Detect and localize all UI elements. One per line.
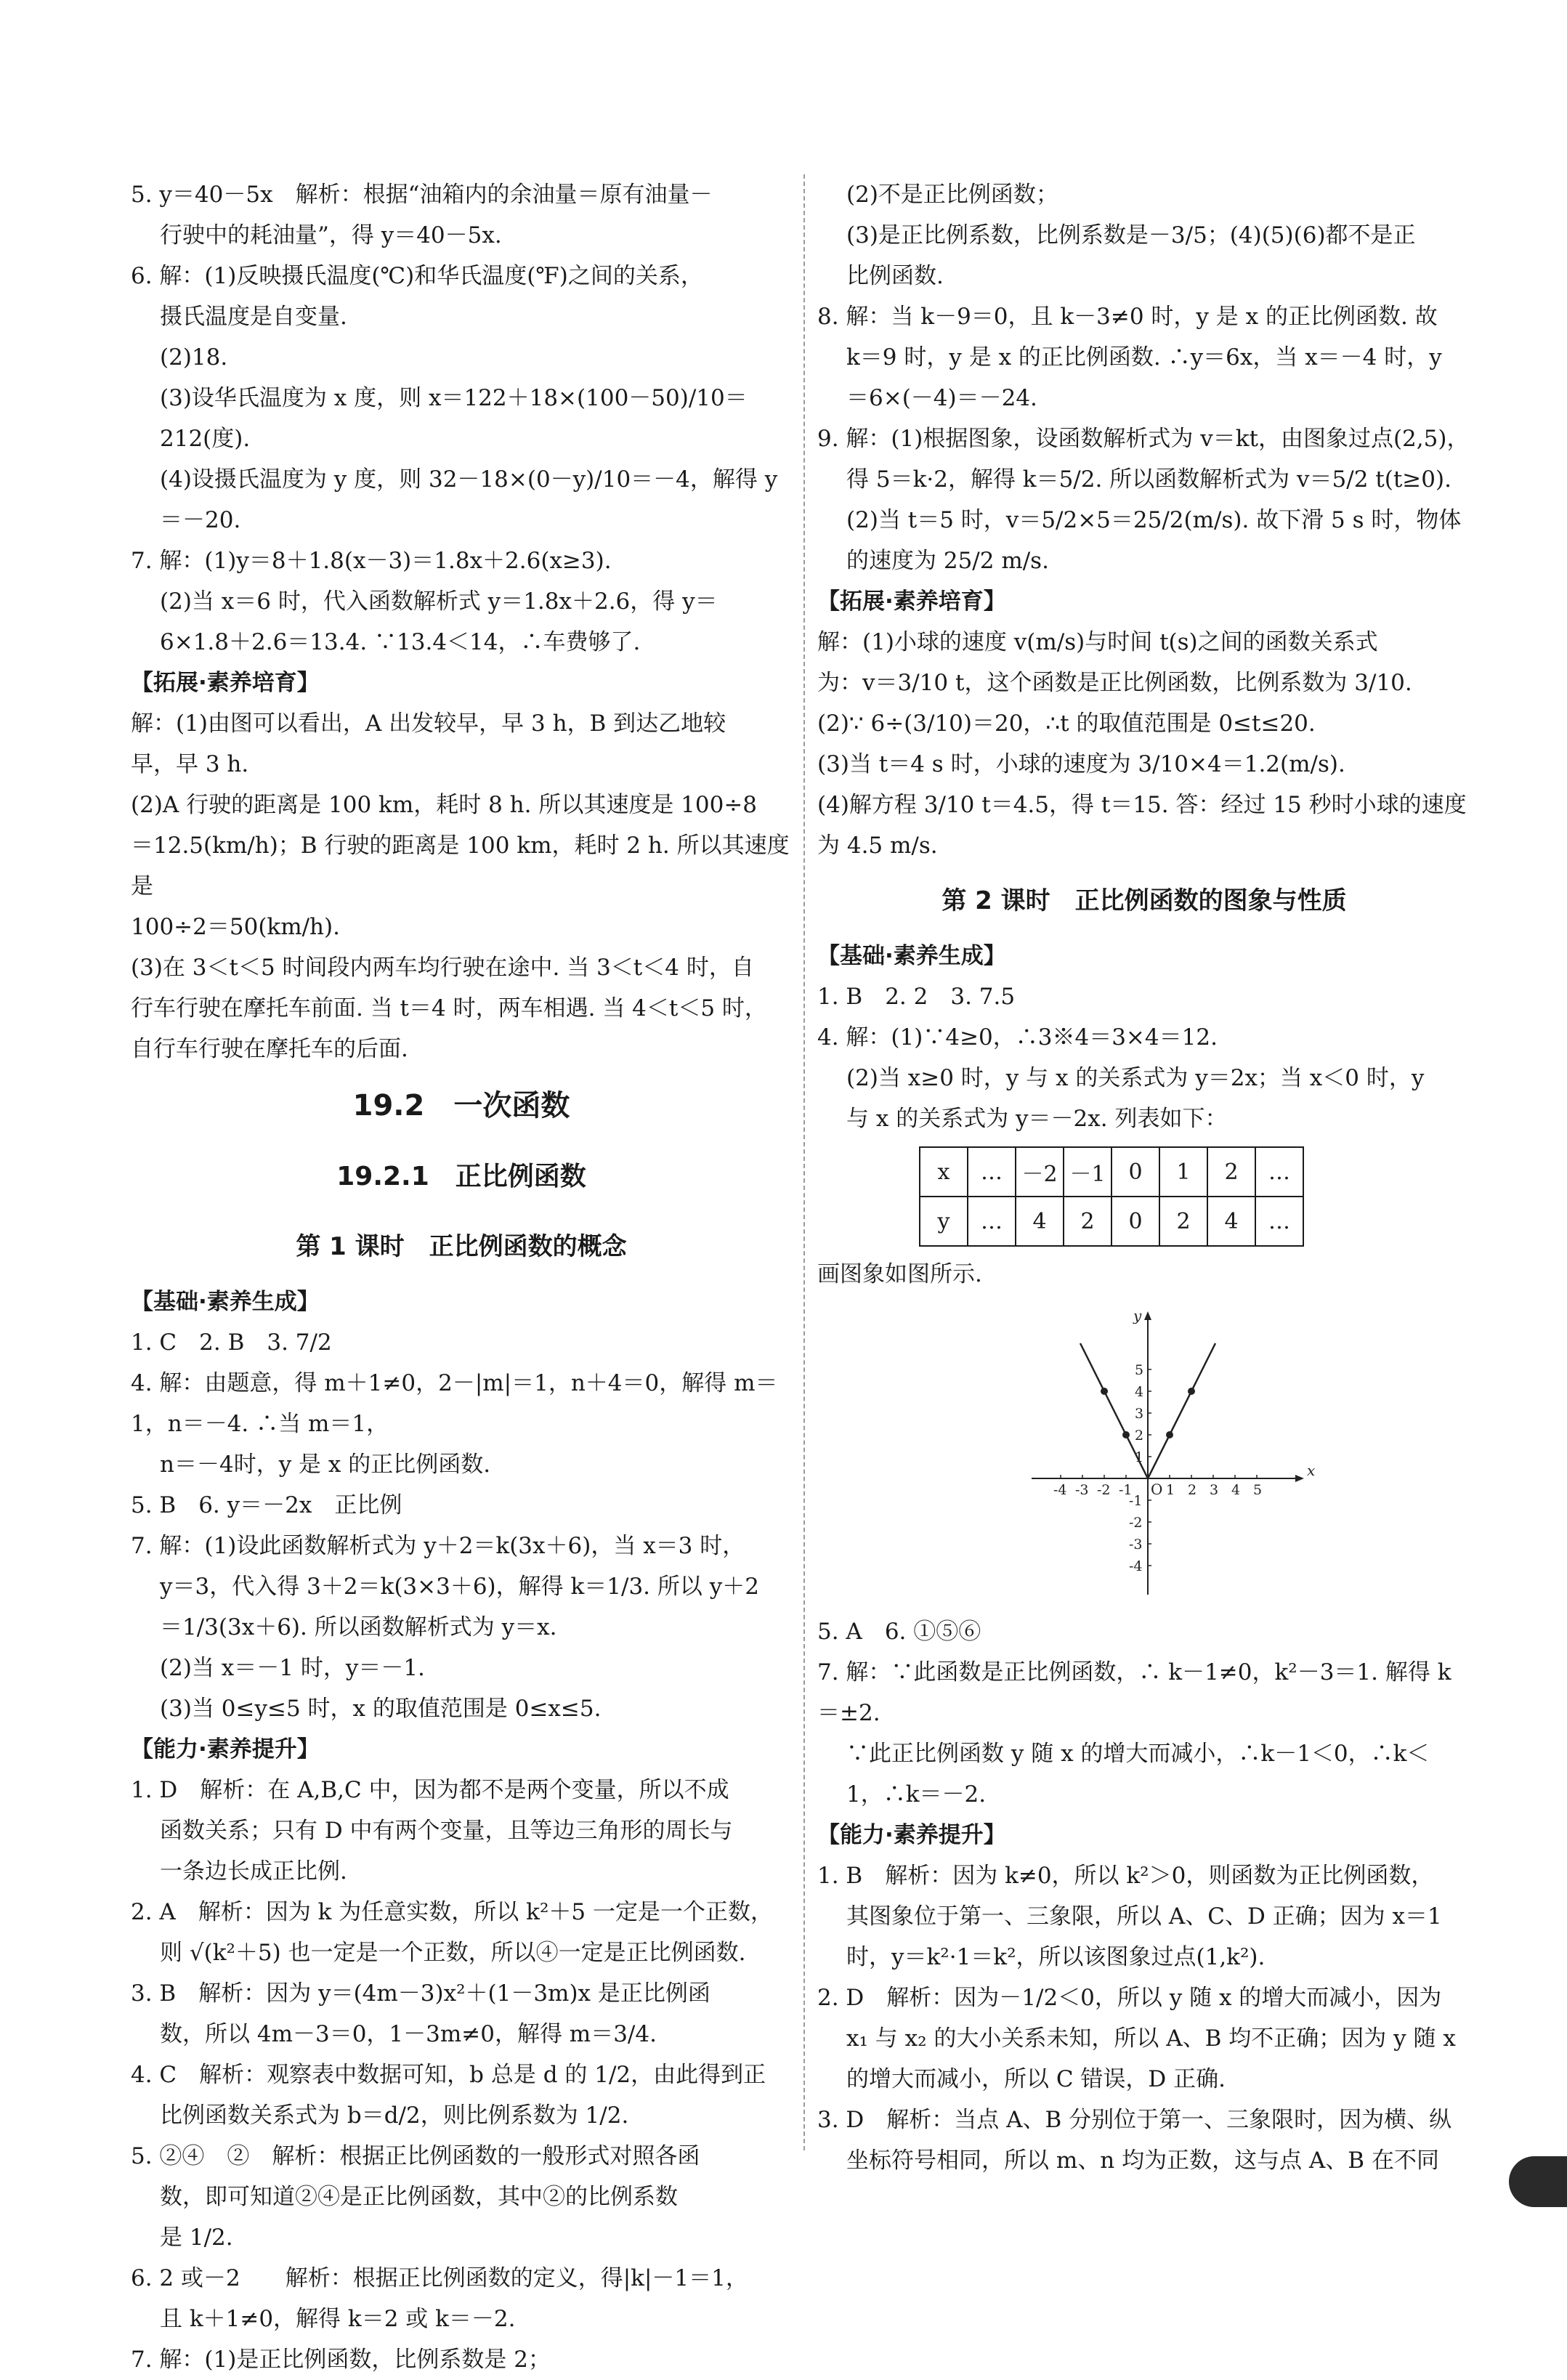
text-line: 5. A 6. ①⑤⑥ xyxy=(817,1619,981,1645)
text-line: (2)当 t＝5 时，v＝5/2×5＝25/2(m/s). 故下滑 5 s 时，物体 xyxy=(846,507,1462,533)
y-tick-label: 1 xyxy=(1135,1449,1144,1465)
text-line: 3. D 解析：当点 A、B 分别位于第一、三象限时，因为横、纵 xyxy=(817,2107,1452,2133)
graph-caption: 画图象如图所示. xyxy=(817,1261,982,1287)
graph-point xyxy=(1101,1388,1108,1395)
text-line: 1. B 2. 2 3. 7.5 xyxy=(817,984,1016,1010)
section-label: 【基础·素养生成】 xyxy=(817,943,1006,969)
text-line: 7. 解：(1)是正比例函数，比例系数是 2； xyxy=(131,2347,551,2373)
text-line: (4)解方程 3/10 t＝4.5，得 t＝15. 答：经过 15 秒时小球的速度 xyxy=(817,792,1467,818)
table-cell: 2 xyxy=(1064,1197,1112,1246)
y-tick-label: -4 xyxy=(1129,1558,1143,1574)
text-line: x₁ 与 x₂ 的大小关系未知，所以 A、B 均不正确；因为 y 随 x xyxy=(846,2025,1456,2052)
table-cell: 1 xyxy=(1159,1147,1207,1197)
table-cell: 0 xyxy=(1112,1197,1159,1246)
text-line: 数，即可知道②④是正比例函数，其中②的比例系数 xyxy=(160,2184,678,2210)
text-line: 坐标符号相同，所以 m、n 均为正数，这与点 A、B 在不同 xyxy=(846,2148,1439,2174)
right-top-block xyxy=(817,174,1471,1139)
x-tick-label: 4 xyxy=(1231,1482,1241,1498)
table-row-y xyxy=(920,1197,1303,1246)
text-line: 9. 解：(1)根据图象，设函数解析式为 v＝kt，由图象过点(2,5)， xyxy=(817,426,1470,452)
text-line: 6. 解：(1)反映摄氏温度(℃)和华氏温度(℉)之间的关系， xyxy=(131,263,703,289)
text-line: 4. 解：(1)∵4≥0，∴3※4＝3×4＝12. xyxy=(817,1024,1218,1051)
text-line: 摄氏温度是自变量. xyxy=(160,304,347,330)
text-line: 解：(1)小球的速度 v(m/s)与时间 t(s)之间的函数关系式 xyxy=(817,629,1378,655)
function-graph xyxy=(1028,1308,1319,1598)
text-line: 函数关系；只有 D 中有两个变量，且等边三角形的周长与 xyxy=(160,1818,733,1844)
graph-point xyxy=(1188,1388,1195,1395)
page-number-tab xyxy=(1509,2156,1567,2207)
text-line: 1，∴k＝－2. xyxy=(846,1781,987,1808)
x-tick-label: 1 xyxy=(1166,1482,1175,1498)
text-line: ＝12.5(km/h)；B 行驶的距离是 100 km，耗时 2 h. 所以其速度是 xyxy=(131,833,790,899)
text-line: (2)∵ 6÷(3/10)＝20，∴t 的取值范围是 0≤t≤20. xyxy=(817,711,1316,737)
graph-point xyxy=(1166,1431,1173,1438)
text-line: 4. 解：由题意，得 m＋1≠0，2－|m|＝1，n＋4＝0，解得 m＝1，n＝－4. ∴当 m＝1， xyxy=(131,1370,778,1437)
y-tick-label: -1 xyxy=(1129,1493,1143,1509)
text-line: 为 4.5 m/s. xyxy=(817,833,938,859)
y-tick-label: 2 xyxy=(1135,1428,1144,1444)
text-line: (2)当 x＝6 时，代入函数解析式 y＝1.8x＋2.6，得 y＝ xyxy=(160,588,718,615)
text-line: 比例函数. xyxy=(846,263,944,289)
graph-line-right xyxy=(1148,1343,1215,1478)
table-cell: 4 xyxy=(1207,1197,1255,1246)
table-cell: －1 xyxy=(1064,1147,1112,1197)
right-column xyxy=(817,174,1471,2181)
table-cell: 4 xyxy=(1016,1197,1064,1246)
text-line: y＝3，代入得 3＋2＝k(3×3＋6)，解得 k＝1/3. 所以 y＋2 xyxy=(160,1574,759,1600)
text-line: 其图象位于第一、三象限，所以 A、C、D 正确；因为 x＝1 xyxy=(846,1903,1442,1930)
left-column xyxy=(131,174,792,2380)
text-line: 时，y＝k²·1＝k²，所以该图象过点(1,k²). xyxy=(846,1944,1266,1970)
text-line: 数，所以 4m－3＝0，1－3m≠0，解得 m＝3/4. xyxy=(160,2021,657,2047)
table-cell: －2 xyxy=(1016,1147,1064,1197)
text-line: (2)18. xyxy=(160,344,228,371)
table-cell: 2 xyxy=(1159,1197,1207,1246)
text-line: 的速度为 25/2 m/s. xyxy=(846,548,1049,574)
text-line: 5. y＝40－5x 解析：根据“油箱内的余油量＝原有油量－ xyxy=(131,182,713,208)
text-line: n＝－4时，y 是 x 的正比例函数. xyxy=(160,1452,491,1478)
text-line: 则 √(k²＋5) 也一定是一个正数，所以④一定是正比例函数. xyxy=(160,1940,746,1966)
x-tick-label: 2 xyxy=(1188,1482,1197,1498)
text-line: (2)当 x＝－1 时，y＝－1. xyxy=(160,1655,425,1681)
text-line: 7. 解：(1)设此函数解析式为 y＋2＝k(3x＋6)，当 x＝3 时， xyxy=(131,1533,745,1559)
table-cell: … xyxy=(1255,1147,1303,1197)
x-axis-label: x xyxy=(1307,1462,1316,1479)
text-line: (2)不是正比例函数； xyxy=(846,182,1058,208)
text-line: 5. ②④ ② 解析：根据正比例函数的一般形式对照各函 xyxy=(131,2143,700,2169)
text-line: (3)设华氏温度为 x 度，则 x＝122＋18×(100－50)/10＝212(度). xyxy=(160,385,748,452)
value-table xyxy=(919,1146,1304,1247)
text-line: ＝1/3(3x＋6). 所以函数解析式为 y＝x. xyxy=(160,1614,557,1640)
table-cell: … xyxy=(968,1147,1016,1197)
text-line: 6×1.8＋2.6＝13.4. ∵13.4＜14，∴车费够了. xyxy=(160,629,641,655)
text-line: 2. D 解析：因为－1/2＜0，所以 y 随 x 的增大而减小，因为 xyxy=(817,1985,1442,2011)
text-line: 与 x 的关系式为 y＝－2x. 列表如下： xyxy=(846,1106,1228,1132)
right-bottom-block xyxy=(817,1611,1471,2181)
text-line: 为：v＝3/10 t，这个函数是正比例函数，比例系数为 3/10. xyxy=(817,670,1412,696)
text-line: 行驶中的耗油量”，得 y＝40－5x. xyxy=(160,222,502,248)
section-label: 【拓展·素养培育】 xyxy=(817,588,1006,615)
text-line: (3)当 t＝4 s 时，小球的速度为 3/10×4＝1.2(m/s). xyxy=(817,751,1345,777)
y-tick-label: 4 xyxy=(1135,1384,1144,1400)
section-label: 【拓展·素养培育】 xyxy=(131,670,320,696)
table-cell: 2 xyxy=(1207,1147,1255,1197)
origin-label: O xyxy=(1151,1481,1163,1498)
table-row-x xyxy=(920,1147,1303,1197)
y-tick-label: -3 xyxy=(1129,1537,1143,1553)
table-cell: x xyxy=(920,1147,968,1197)
x-tick-label: 3 xyxy=(1210,1482,1219,1498)
x-tick-label: -4 xyxy=(1053,1482,1067,1498)
text-line: (3)当 0≤y≤5 时，x 的取值范围是 0≤x≤5. xyxy=(160,1696,602,1722)
text-line: (2)当 x≥0 时，y 与 x 的关系式为 y＝2x；当 x＜0 时，y xyxy=(846,1065,1425,1091)
text-line: 7. 解：(1)y＝8＋1.8(x－3)＝1.8x＋2.6(x≥3). xyxy=(131,548,612,574)
text-line: k＝9 时，y 是 x 的正比例函数. ∴y＝6x，当 x＝－4 时，y xyxy=(846,344,1442,371)
text-line: 一条边长成正比例. xyxy=(160,1858,347,1885)
section-title: 19.2 一次函数 xyxy=(352,1089,570,1122)
y-axis-arrow xyxy=(1144,1311,1151,1320)
column-divider xyxy=(803,174,805,2150)
text-line: 1. C 2. B 3. 7/2 xyxy=(131,1329,332,1356)
lesson-title: 第 2 课时 正比例函数的图象与性质 xyxy=(942,886,1347,915)
text-line: 4. C 解析：观察表中数据可知，b 总是 d 的 1/2，由此得到正 xyxy=(131,2062,766,2088)
section-label: 【能力·素养提升】 xyxy=(817,1822,1006,1848)
table-cell: y xyxy=(920,1197,968,1246)
text-line: (4)设摄氏温度为 y 度，则 32－18×(0－y)/10＝－4，解得 y＝－20. xyxy=(160,466,778,533)
text-line: 自行车行驶在摩托车的后面. xyxy=(131,1036,408,1062)
x-tick-label: -3 xyxy=(1075,1482,1089,1498)
lesson-title: 第 1 课时 正比例函数的概念 xyxy=(296,1232,627,1261)
text-line: 比例函数关系式为 b＝d/2，则比例系数为 1/2. xyxy=(160,2102,629,2129)
text-line: 8. 解：当 k－9＝0，且 k－3≠0 时，y 是 x 的正比例函数. 故 xyxy=(817,304,1438,330)
text-line: ∵此正比例函数 y 随 x 的增大而减小，∴k－1＜0，∴k＜ xyxy=(846,1741,1430,1767)
y-tick-label: -2 xyxy=(1129,1515,1143,1531)
text-line: 2. A 解析：因为 k 为任意实数，所以 k²＋5 一定是一个正数， xyxy=(131,1899,773,1925)
text-line: 是 1/2. xyxy=(160,2225,233,2251)
text-line: 得 5＝k·2，解得 k＝5/2. 所以函数解析式为 v＝5/2 t(t≥0). xyxy=(846,466,1451,493)
graph-point xyxy=(1122,1431,1130,1438)
text-line: 100÷2＝50(km/h). xyxy=(131,914,340,940)
text-line: 的增大而减小，所以 C 错误，D 正确. xyxy=(846,2066,1226,2092)
text-line: 1. D 解析：在 A,B,C 中，因为都不是两个变量，所以不成 xyxy=(131,1777,729,1803)
text-line: 6. 2 或－2 解析：根据正比例函数的定义，得|k|－1＝1， xyxy=(131,2265,748,2291)
x-tick-label: -2 xyxy=(1097,1482,1111,1498)
text-line: (2)A 行驶的距离是 100 km，耗时 8 h. 所以其速度是 100÷8 xyxy=(131,792,758,818)
text-line: 解：(1)由图可以看出，A 出发较早，早 3 h，B 到达乙地较 xyxy=(131,711,726,737)
y-axis-label: y xyxy=(1133,1308,1142,1324)
text-line: 早，早 3 h. xyxy=(131,751,249,777)
text-line: 5. B 6. y＝－2x 正比例 xyxy=(131,1492,402,1518)
table-cell: 0 xyxy=(1112,1147,1159,1197)
text-line: (3)是正比例系数，比例系数是－3/5；(4)(5)(6)都不是正 xyxy=(846,222,1416,248)
x-tick-label: 5 xyxy=(1253,1482,1263,1498)
text-line: 7. 解：∵此函数是正比例函数，∴ k－1≠0，k²－3＝1. 解得 k＝±2. xyxy=(817,1659,1451,1726)
section-label: 【能力·素养提升】 xyxy=(131,1736,320,1762)
y-tick-label: 3 xyxy=(1135,1406,1144,1422)
y-tick-label: 5 xyxy=(1135,1362,1144,1378)
text-line: 且 k＋1≠0，解得 k＝2 或 k＝－2. xyxy=(160,2306,516,2332)
text-line: 3. B 解析：因为 y＝(4m－3)x²＋(1－3m)x 是正比例函 xyxy=(131,1980,710,2007)
text-line: 1. B 解析：因为 k≠0，所以 k²＞0，则函数为正比例函数， xyxy=(817,1863,1434,1889)
subsection-title: 19.2.1 正比例函数 xyxy=(336,1162,586,1191)
section-label: 【基础·素养生成】 xyxy=(131,1289,320,1315)
x-axis-arrow xyxy=(1295,1475,1304,1482)
table-cell: … xyxy=(968,1197,1016,1246)
text-line: ＝6×(－4)＝－24. xyxy=(846,385,1037,411)
table-cell: … xyxy=(1255,1197,1303,1246)
text-line: (3)在 3＜t＜5 时间段内两车均行驶在途中. 当 3＜t＜4 时，自 xyxy=(131,955,754,981)
text-line: 行车行驶在摩托车前面. 当 t＝4 时，两车相遇. 当 4＜t＜5 时， xyxy=(131,995,767,1021)
x-tick-label: -1 xyxy=(1119,1482,1133,1498)
